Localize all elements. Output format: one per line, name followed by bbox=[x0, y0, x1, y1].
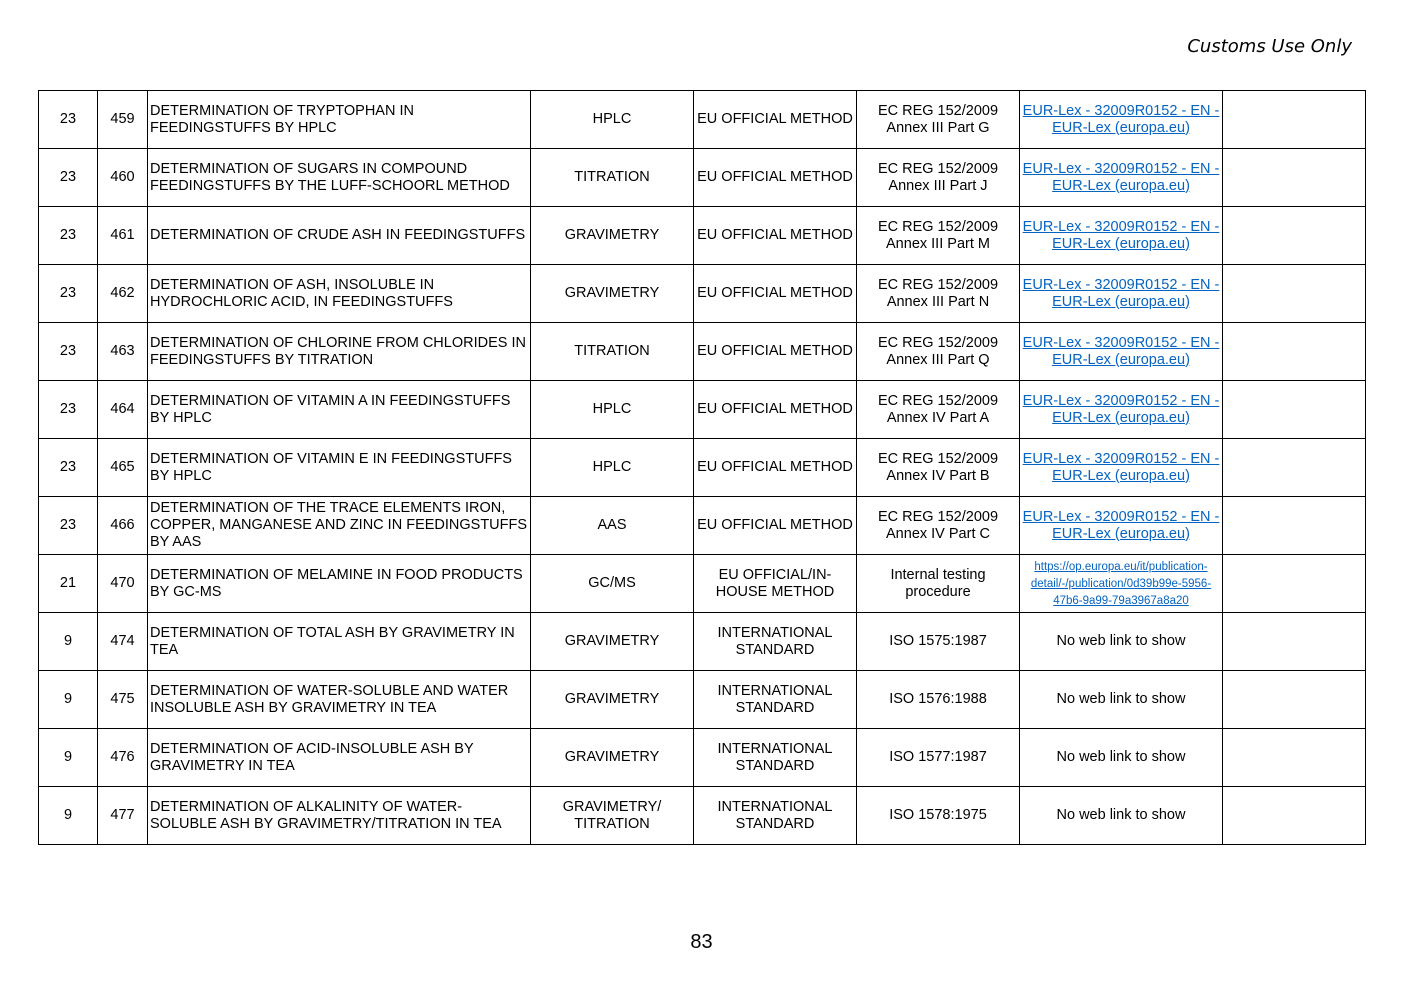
web-link[interactable]: EUR-Lex - 32009R0152 - EN - EUR-Lex (europa.eu) bbox=[1022, 160, 1220, 194]
cell-link bbox=[1020, 91, 1223, 149]
cell-col2: 460 bbox=[98, 149, 148, 207]
cell-technique: GC/MS bbox=[531, 555, 694, 613]
cell-method-type: EU OFFICIAL METHOD bbox=[694, 91, 857, 149]
cell-technique: GRAVIMETRY bbox=[531, 613, 694, 671]
no-link-text: No web link to show bbox=[1056, 691, 1186, 707]
cell-technique: AAS bbox=[531, 497, 694, 555]
web-link[interactable]: EUR-Lex - 32009R0152 - EN - EUR-Lex (europa.eu) bbox=[1022, 276, 1220, 310]
cell-col2: 475 bbox=[98, 671, 148, 729]
cell-col2: 463 bbox=[98, 323, 148, 381]
table-row bbox=[39, 555, 1366, 613]
cell-empty bbox=[1223, 207, 1366, 265]
cell-link bbox=[1020, 323, 1223, 381]
cell-empty bbox=[1223, 439, 1366, 497]
cell-method-type: INTERNATIONAL STANDARD bbox=[694, 671, 857, 729]
cell-col1: 23 bbox=[39, 497, 98, 555]
cell-empty bbox=[1223, 323, 1366, 381]
cell-col1: 9 bbox=[39, 729, 98, 787]
cell-description: DETERMINATION OF CRUDE ASH IN FEEDINGSTUFFS bbox=[148, 207, 531, 265]
table-row bbox=[39, 729, 1366, 787]
cell-link bbox=[1020, 265, 1223, 323]
cell-col1: 23 bbox=[39, 149, 98, 207]
cell-technique: GRAVIMETRY bbox=[531, 729, 694, 787]
cell-reference: EC REG 152/2009 Annex III Part Q bbox=[857, 323, 1020, 381]
cell-col2: 461 bbox=[98, 207, 148, 265]
cell-empty bbox=[1223, 381, 1366, 439]
cell-col2: 474 bbox=[98, 613, 148, 671]
cell-description: DETERMINATION OF CHLORINE FROM CHLORIDES IN FEEDINGSTUFFS BY TITRATION bbox=[148, 323, 531, 381]
table-row bbox=[39, 265, 1366, 323]
table-row bbox=[39, 149, 1366, 207]
cell-col2: 464 bbox=[98, 381, 148, 439]
web-link[interactable]: https://op.europa.eu/it/publication-detail/-/publication/0d39b99e-5956-47b6-9a99-79a3967a8a20 bbox=[1030, 561, 1212, 607]
cell-technique: GRAVIMETRY bbox=[531, 207, 694, 265]
cell-empty bbox=[1223, 149, 1366, 207]
cell-col2: 476 bbox=[98, 729, 148, 787]
web-link[interactable]: EUR-Lex - 32009R0152 - EN - EUR-Lex (europa.eu) bbox=[1022, 450, 1220, 484]
cell-method-type: EU OFFICIAL METHOD bbox=[694, 207, 857, 265]
cell-method-type: EU OFFICIAL METHOD bbox=[694, 497, 857, 555]
cell-col1: 23 bbox=[39, 439, 98, 497]
cell-description: DETERMINATION OF WATER-SOLUBLE AND WATER INSOLUBLE ASH BY GRAVIMETRY IN TEA bbox=[148, 671, 531, 729]
cell-link bbox=[1020, 787, 1223, 845]
table-row bbox=[39, 671, 1366, 729]
cell-col1: 9 bbox=[39, 787, 98, 845]
cell-reference: EC REG 152/2009 Annex IV Part A bbox=[857, 381, 1020, 439]
cell-reference: EC REG 152/2009 Annex III Part J bbox=[857, 149, 1020, 207]
methods-table-body bbox=[39, 91, 1366, 845]
cell-empty bbox=[1223, 265, 1366, 323]
cell-technique: GRAVIMETRY bbox=[531, 671, 694, 729]
table-row bbox=[39, 439, 1366, 497]
page-number: 83 bbox=[690, 931, 713, 953]
web-link[interactable]: EUR-Lex - 32009R0152 - EN - EUR-Lex (europa.eu) bbox=[1022, 334, 1220, 368]
cell-link bbox=[1020, 613, 1223, 671]
cell-col1: 21 bbox=[39, 555, 98, 613]
cell-reference: Internal testing procedure bbox=[857, 555, 1020, 613]
table-row bbox=[39, 787, 1366, 845]
cell-method-type: EU OFFICIAL METHOD bbox=[694, 149, 857, 207]
cell-technique: TITRATION bbox=[531, 323, 694, 381]
cell-empty bbox=[1223, 613, 1366, 671]
cell-method-type: INTERNATIONAL STANDARD bbox=[694, 729, 857, 787]
cell-col2: 465 bbox=[98, 439, 148, 497]
cell-empty bbox=[1223, 787, 1366, 845]
cell-description: DETERMINATION OF ALKALINITY OF WATER-SOLUBLE ASH BY GRAVIMETRY/TITRATION IN TEA bbox=[148, 787, 531, 845]
cell-col1: 23 bbox=[39, 381, 98, 439]
cell-method-type: INTERNATIONAL STANDARD bbox=[694, 613, 857, 671]
cell-col1: 23 bbox=[39, 207, 98, 265]
cell-col1: 23 bbox=[39, 91, 98, 149]
cell-col1: 9 bbox=[39, 613, 98, 671]
cell-empty bbox=[1223, 497, 1366, 555]
cell-link bbox=[1020, 497, 1223, 555]
cell-method-type: INTERNATIONAL STANDARD bbox=[694, 787, 857, 845]
web-link[interactable]: EUR-Lex - 32009R0152 - EN - EUR-Lex (europa.eu) bbox=[1022, 218, 1220, 252]
cell-col2: 462 bbox=[98, 265, 148, 323]
cell-description: DETERMINATION OF ASH, INSOLUBLE IN HYDROCHLORIC ACID, IN FEEDINGSTUFFS bbox=[148, 265, 531, 323]
cell-reference: EC REG 152/2009 Annex III Part M bbox=[857, 207, 1020, 265]
header-note: Customs Use Only bbox=[1187, 36, 1352, 57]
cell-col2: 459 bbox=[98, 91, 148, 149]
cell-col2: 466 bbox=[98, 497, 148, 555]
cell-description: DETERMINATION OF TOTAL ASH BY GRAVIMETRY IN TEA bbox=[148, 613, 531, 671]
cell-empty bbox=[1223, 555, 1366, 613]
cell-description: DETERMINATION OF VITAMIN E IN FEEDINGSTUFFS BY HPLC bbox=[148, 439, 531, 497]
cell-reference: ISO 1577:1987 bbox=[857, 729, 1020, 787]
cell-reference: ISO 1575:1987 bbox=[857, 613, 1020, 671]
cell-link bbox=[1020, 729, 1223, 787]
cell-description: DETERMINATION OF MELAMINE IN FOOD PRODUCTS BY GC-MS bbox=[148, 555, 531, 613]
cell-link bbox=[1020, 149, 1223, 207]
cell-col1: 23 bbox=[39, 323, 98, 381]
cell-reference: ISO 1576:1988 bbox=[857, 671, 1020, 729]
no-link-text: No web link to show bbox=[1056, 749, 1186, 765]
table-row bbox=[39, 613, 1366, 671]
cell-link bbox=[1020, 381, 1223, 439]
methods-table bbox=[38, 90, 1366, 845]
cell-description: DETERMINATION OF SUGARS IN COMPOUND FEEDINGSTUFFS BY THE LUFF-SCHOORL METHOD bbox=[148, 149, 531, 207]
table-row bbox=[39, 381, 1366, 439]
cell-link bbox=[1020, 671, 1223, 729]
cell-method-type: EU OFFICIAL/IN-HOUSE METHOD bbox=[694, 555, 857, 613]
cell-reference: EC REG 152/2009 Annex IV Part C bbox=[857, 497, 1020, 555]
no-link-text: No web link to show bbox=[1056, 633, 1186, 649]
cell-empty bbox=[1223, 671, 1366, 729]
cell-description: DETERMINATION OF VITAMIN A IN FEEDINGSTUFFS BY HPLC bbox=[148, 381, 531, 439]
cell-col1: 9 bbox=[39, 671, 98, 729]
cell-method-type: EU OFFICIAL METHOD bbox=[694, 381, 857, 439]
table-row bbox=[39, 91, 1366, 149]
cell-empty bbox=[1223, 91, 1366, 149]
cell-technique: TITRATION bbox=[531, 149, 694, 207]
table-row bbox=[39, 497, 1366, 555]
cell-reference: EC REG 152/2009 Annex III Part G bbox=[857, 91, 1020, 149]
cell-empty bbox=[1223, 729, 1366, 787]
cell-method-type: EU OFFICIAL METHOD bbox=[694, 265, 857, 323]
cell-description: DETERMINATION OF ACID-INSOLUBLE ASH BY GRAVIMETRY IN TEA bbox=[148, 729, 531, 787]
cell-description: DETERMINATION OF THE TRACE ELEMENTS IRON, COPPER, MANGANESE AND ZINC IN FEEDINGSTUFFS BY AAS bbox=[148, 497, 531, 555]
web-link[interactable]: EUR-Lex - 32009R0152 - EN - EUR-Lex (europa.eu) bbox=[1022, 102, 1220, 136]
table-row bbox=[39, 323, 1366, 381]
web-link[interactable]: EUR-Lex - 32009R0152 - EN - EUR-Lex (europa.eu) bbox=[1022, 508, 1220, 542]
cell-method-type: EU OFFICIAL METHOD bbox=[694, 439, 857, 497]
web-link[interactable]: EUR-Lex - 32009R0152 - EN - EUR-Lex (europa.eu) bbox=[1022, 392, 1220, 426]
cell-link bbox=[1020, 555, 1223, 613]
cell-link bbox=[1020, 439, 1223, 497]
cell-reference: ISO 1578:1975 bbox=[857, 787, 1020, 845]
cell-reference: EC REG 152/2009 Annex III Part N bbox=[857, 265, 1020, 323]
cell-col2: 477 bbox=[98, 787, 148, 845]
no-link-text: No web link to show bbox=[1056, 807, 1186, 823]
cell-technique: HPLC bbox=[531, 381, 694, 439]
cell-link bbox=[1020, 207, 1223, 265]
table-row bbox=[39, 207, 1366, 265]
cell-technique: HPLC bbox=[531, 91, 694, 149]
cell-technique: GRAVIMETRY/ TITRATION bbox=[531, 787, 694, 845]
cell-reference: EC REG 152/2009 Annex IV Part B bbox=[857, 439, 1020, 497]
cell-col2: 470 bbox=[98, 555, 148, 613]
cell-technique: GRAVIMETRY bbox=[531, 265, 694, 323]
cell-description: DETERMINATION OF TRYPTOPHAN IN FEEDINGSTUFFS BY HPLC bbox=[148, 91, 531, 149]
cell-col1: 23 bbox=[39, 265, 98, 323]
cell-technique: HPLC bbox=[531, 439, 694, 497]
cell-method-type: EU OFFICIAL METHOD bbox=[694, 323, 857, 381]
